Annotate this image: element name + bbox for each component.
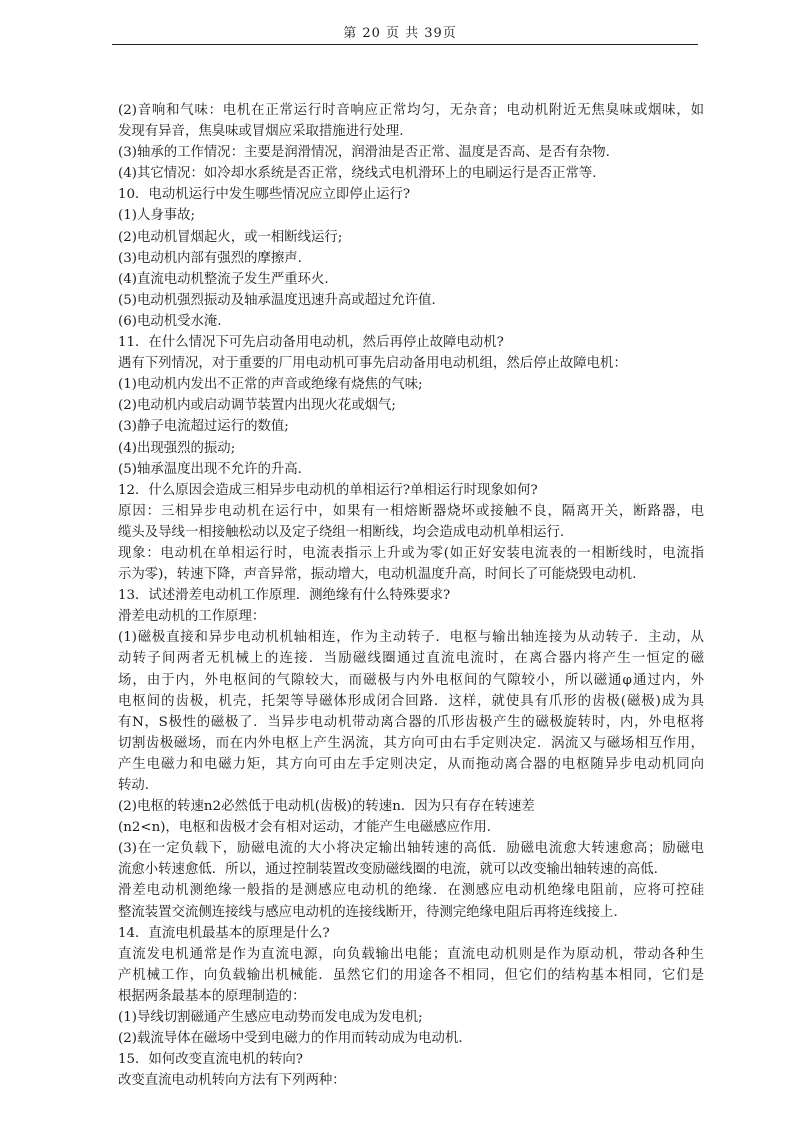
text-line: 缆头及导线一相接触松动以及定子绕组一相断线，均会造成电动机单相运行. <box>118 524 565 540</box>
text-line: (3)静子电流超过运行的数值; <box>118 419 289 435</box>
text-line: 13．试述滑差电动机工作原理．测绝缘有什么特殊要求? <box>118 588 451 604</box>
text-line: 改变直流电动机转向方法有下列两种： <box>118 1073 346 1089</box>
text-line: (1)磁极直接和异步电动机机轴相连，作为主动转子．电枢与输出轴连接为从动转子．主动，从 <box>118 630 704 646</box>
text-line: 直流发电机通常是作为直流电源，向负载输出电能；直流电动机则是作为原动机，带动各种生 <box>118 946 704 962</box>
text-line: 10．电动机运行中发生哪些情况应立即停止运行? <box>118 187 411 203</box>
text-line: 电枢间的齿极，机壳，托架等导磁体形成闭合回路．这样，就使具有爪形的齿极(磁极)成为具 <box>118 693 704 709</box>
text-line: (3)在一定负载下，励磁电流的大小将决定输出轴转速的高低．励磁电流愈大转速愈高；励磁电 <box>118 841 704 857</box>
text-line: (5)电动机强烈振动及轴承温度迅速升高或超过允许值. <box>118 292 436 308</box>
document-body <box>118 100 704 1091</box>
text-line: 转动. <box>118 778 150 793</box>
text-line: 流愈小转速愈低．所以，通过控制装置改变励磁线圈的电流，就可以改变输出轴转速的高低. <box>118 862 658 878</box>
text-line: (4)直流电动机整流子发生严重环火. <box>118 271 329 287</box>
text-line: (3)电动机内部有强烈的摩擦声. <box>118 250 302 266</box>
text-line: 根据两条最基本的原理制造的： <box>118 988 306 1004</box>
header-rule <box>112 44 698 45</box>
text-line: 12．什么原因会造成三相异步电动机的单相运行?单相运行时现象如何? <box>118 482 538 498</box>
text-line: 发现有异音，焦臭味或冒烟应采取措施进行处理. <box>118 124 404 140</box>
text-line: (2)电动机内或启动调节装置内出现火花或烟气; <box>118 398 396 414</box>
page-header: 第 20 页 共 39页 <box>343 26 457 41</box>
text-line: (2)电枢的转速n2必然低于电动机(齿极)的转速n．因为只有存在转速差 <box>118 799 535 815</box>
text-line: 有N，S极性的磁极了．当异步电动机带动离合器的爪形齿极产生的磁极旋转时，内，外电枢将 <box>118 714 704 730</box>
text-line: 产机械工作，向负载输出机械能．虽然它们的用途各不相同，但它们的结构基本相同，它们是 <box>118 967 704 983</box>
text-line: 切割齿极磁场，而在内外电枢上产生涡流，其方向可由右手定则决定．涡流又与磁场相互作用， <box>118 735 704 751</box>
text-line: (2)音响和气味：电机在正常运行时音响应正常均匀，无杂音；电动机附近无焦臭味或烟味，如 <box>118 103 704 118</box>
text-line: (1)电动机内发出不正常的声音或绝缘有烧焦的气味; <box>118 377 423 393</box>
text-line: 示为零)，转速下降，声音异常，振动增大，电动机温度升高，时间长了可能烧毁电动机. <box>118 567 637 583</box>
text-line: 滑差电动机测绝缘一般指的是测感应电动机的绝缘．在测感应电动机绝缘电阻前，应将可控硅 <box>118 883 704 899</box>
text-line: (1)人身事故; <box>118 208 196 224</box>
text-line: 14．直流电机最基本的原理是什么? <box>118 925 330 941</box>
text-line: (4)其它情况：如冷却水系统是否正常，绕线式电机滑环上的电刷运行是否正常等. <box>118 166 597 182</box>
text-line: 15．如何改变直流电机的转向? <box>118 1052 303 1068</box>
text-line: 遇有下列情况，对于重要的厂用电动机可事先启动备用电动机组，然后停止故障电机： <box>118 356 627 372</box>
text-line: (4)出现强烈的振动; <box>118 440 236 456</box>
text-line: 滑差电动机的工作原理： <box>118 609 266 625</box>
text-line: (5)轴承温度出现不允许的升高. <box>118 461 302 477</box>
text-line: 原因：三相异步电动机在运行中，如果有一相熔断器烧坏或接触不良，隔离开关，断路器，电 <box>118 503 704 519</box>
text-line: (3)轴承的工作情况：主要是润滑情况，润滑油是否正常、温度是否高、是否有杂物. <box>118 145 610 161</box>
text-line: 11．在什么情况下可先启动备用电动机，然后再停止故障电动机? <box>118 335 504 351</box>
text-line: 产生电磁力和电磁力矩，其方向可由左手定则决定，从而拖动离合器的电枢随异步电动机同向 <box>118 756 704 772</box>
text-line: 场，由于内，外电枢间的气隙较大，而磁极与内外电枢间的气隙较小，所以磁通φ通过内，外 <box>118 672 704 688</box>
text-line: 整流装置交流侧连接线与感应电动机的连接线断开，待测完绝缘电阻后再将连线接上. <box>118 904 618 920</box>
text-line: (6)电动机受水淹. <box>118 313 222 329</box>
text-line: (1)导线切割磁通产生感应电动势而发电成为发电机; <box>118 1010 423 1026</box>
text-line: 现象：电动机在单相运行时，电流表指示上升或为零(如正好安装电流表的一相断线时，电流指 <box>118 545 704 561</box>
text-line: (2)电动机冒烟起火，或一相断线运行; <box>118 229 343 245</box>
text-line: (n2<n)，电枢和齿极才会有相对运动，才能产生电磁感应作用. <box>118 820 492 836</box>
text-line: 动转子间两者无机械上的连接．当励磁线圈通过直流电流时，在离合器内将产生一恒定的磁 <box>118 651 704 667</box>
text-line: (2)载流导体在磁场中受到电磁力的作用而转动成为电动机. <box>118 1031 463 1047</box>
